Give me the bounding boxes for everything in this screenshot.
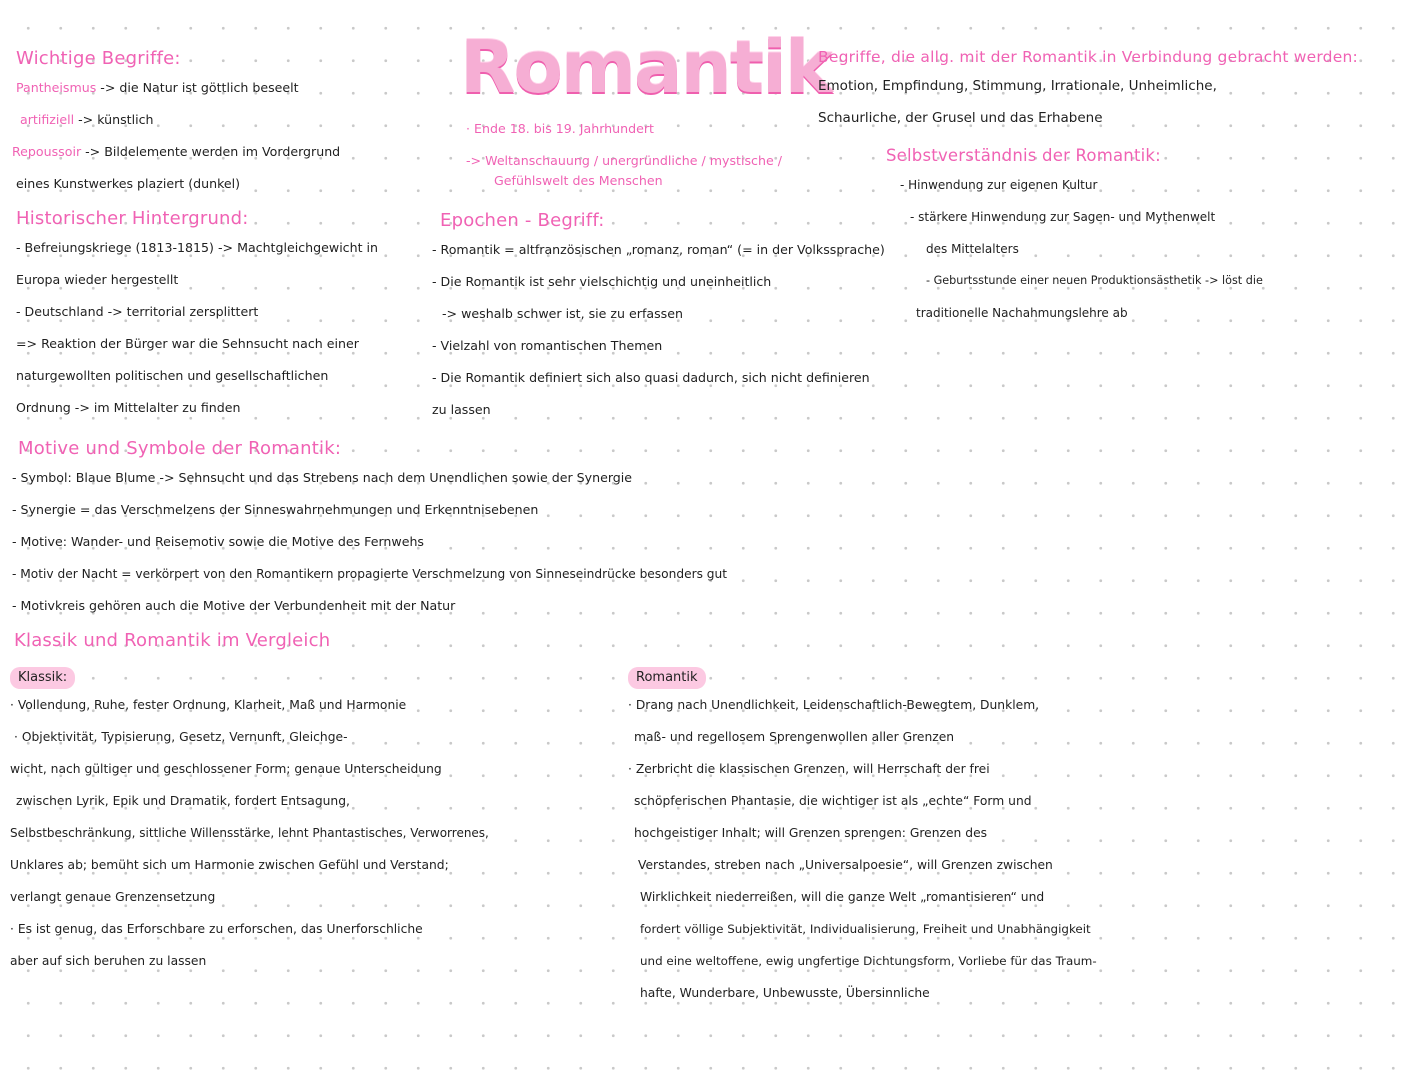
definition-item — [16, 72, 446, 104]
text-line: => Reaktion der Bürger war die Sehnsucht nach einer — [16, 336, 359, 351]
text-line: · Es ist genug, das Erforschbare zu erforschen, das Unerforschliche — [10, 922, 423, 936]
text-line: - Hinwendung zur eigenen Kultur — [900, 178, 1098, 192]
text-line: · Zerbricht die klassischen Grenzen, will Herrschaft der frei — [628, 762, 990, 776]
label-romantik: Romantik — [628, 667, 706, 689]
section-begriffe-allg — [818, 44, 1408, 134]
heading-historisch: Historischer Hintergrund: — [16, 208, 249, 229]
text-line: Unklares ab; bemüht sich um Harmonie zwischen Gefühl und Verstand; — [10, 858, 449, 872]
text-line: Europa wieder hergestellt — [16, 272, 179, 287]
text-line: Wirklichkeit niederreißen, will die ganze Welt „romantisieren“ und — [640, 890, 1045, 904]
text-line: hochgeistiger Inhalt; will Grenzen sprengen: Grenzen des — [634, 826, 988, 840]
text-line: Emotion, Empfindung, Stimmung, Irrationale, Unheimliche, — [818, 78, 1217, 94]
section-klassik — [10, 666, 610, 977]
zeitraum-line: -> Weltanschauung / unergründliche / mystische / — [466, 153, 782, 168]
text-line: - Befreiungskriege (1813-1815) -> Machtgleichgewicht in — [16, 240, 379, 255]
definition-continuation: eines Kunstwerkes plaziert (dunkel) — [16, 176, 241, 191]
text-line: · Vollendung, Ruhe, fester Ordnung, Klarheit, Maß und Harmonie — [10, 698, 407, 712]
text-line: - Motivkreis gehören auch die Motive der Verbundenheit mit der Natur — [12, 598, 456, 613]
definition-term: Repoussoir — [12, 144, 82, 159]
text-line: - Symbol: Blaue Blume -> Sehnsucht und das Strebens nach dem Unendlichen sowie der Synergie — [12, 470, 633, 485]
text-line: - Die Romantik ist sehr vielschichtig und uneinheitlich — [432, 274, 772, 289]
text-line: Schaurliche, der Grusel und das Erhabene — [818, 110, 1103, 126]
section-selbstverstaendnis — [886, 143, 1406, 329]
text-line: wicht, nach gültiger und geschlossener Form; genaue Unterscheidung — [10, 762, 442, 776]
heading-wichtige-begriffe: Wichtige Begriffe: — [16, 48, 181, 69]
text-line: - Vielzahl von romantischen Themen — [432, 338, 663, 353]
text-line: - Motiv der Nacht = verkörpert von den Romantikern propagierte Verschmelzung von Sinneseindrücke besonders gut — [12, 567, 728, 581]
text-line: hafte, Wunderbare, Unbewusste, Übersinnliche — [640, 986, 930, 1000]
text-line: zu lassen — [432, 402, 491, 417]
text-line: naturgewollten politischen und gesellschaftlichen — [16, 368, 329, 383]
definition-text: -> die Natur ist göttlich beseelt — [96, 80, 299, 95]
heading-vergleich: Klassik und Romantik im Vergleich — [14, 630, 331, 651]
text-line: und eine weltoffene, ewig ungfertige Dichtungsform, Vorliebe für das Traum- — [640, 954, 1097, 968]
text-line: - Synergie = das Verschmelzens der Sinneswahrnehmungen und Erkenntnisebenen — [12, 502, 539, 517]
text-line: zwischen Lyrik, Epik und Dramatik, fordert Entsagung, — [16, 794, 350, 808]
text-line: - stärkere Hinwendung zur Sagen- und Mythenwelt — [910, 210, 1216, 224]
heading-selbstverstaendnis: Selbstverständnis der Romantik: — [886, 146, 1161, 165]
text-line: - Motive: Wander- und Reisemotiv sowie die Motive des Fernwehs — [12, 534, 424, 549]
text-line: · Drang nach Unendlichkeit, Leidenschaftlich-Bewegtem, Dunklem, — [628, 698, 1040, 712]
text-line: des Mittelalters — [926, 242, 1019, 256]
text-line: verlangt genaue Grenzensetzung — [10, 890, 216, 904]
text-line: schöpferischen Phantasie, die wichtiger ist als „echte“ Form und — [634, 794, 1032, 808]
zeitraum-line: · Ende 18. bis 19. Jahrhundert — [466, 121, 654, 136]
text-line: - Deutschland -> territorial zersplittert — [16, 304, 259, 319]
text-line: traditionelle Nachahmungslehre ab — [916, 306, 1128, 320]
heading-begriffe-allg: Begriffe, die allg. mit der Romantik in Verbindung gebracht werden: — [818, 48, 1358, 66]
section-romantik — [628, 666, 1288, 1009]
definition-term: Pantheismus — [16, 80, 97, 95]
definition-item — [12, 136, 446, 168]
text-line: - Die Romantik definiert sich also quasi dadurch, sich nicht definieren — [432, 370, 870, 385]
page-title: Romantik — [460, 25, 831, 109]
section-historisch — [16, 206, 446, 424]
definition-text: -> Bildelemente werden im Vordergrund — [81, 144, 341, 159]
heading-epochen: Epochen - Begriff: — [440, 210, 605, 231]
text-line: fordert völlige Subjektivität, Individualisierung, Freiheit und Unabhängigkeit — [640, 922, 1091, 936]
text-line: maß- und regellosem Sprengenwollen aller Grenzen — [634, 730, 955, 744]
section-wichtige-begriffe — [12, 46, 446, 200]
definition-item — [16, 104, 446, 136]
text-line: aber auf sich beruhen zu lassen — [10, 954, 207, 968]
text-line: Verstandes, streben nach „Universalpoesie“, will Grenzen zwischen — [638, 858, 1053, 872]
definition-term: artifiziell — [20, 112, 75, 127]
section-motive — [12, 436, 992, 622]
zeitraum-line: Gefühlswelt des Menschen — [494, 173, 663, 188]
heading-motive: Motive und Symbole der Romantik: — [18, 438, 342, 459]
text-line: - Geburtsstunde einer neuen Produktionsästhetik -> löst die — [926, 274, 1263, 287]
text-line: -> weshalb schwer ist, sie zu erfassen — [442, 306, 683, 321]
text-line: Selbstbeschränkung, sittliche Willensstärke, lehnt Phantastisches, Verworrenes, — [10, 826, 489, 840]
label-klassik: Klassik: — [10, 667, 75, 689]
text-line: Ordnung -> im Mittelalter zu finden — [16, 400, 241, 415]
text-line: - Romantik = altfranzösischen „romanz, roman“ (= in der Volkssprache) — [432, 242, 885, 257]
definition-text: -> künstlich — [74, 112, 154, 127]
text-line: · Objektivität, Typisierung, Gesetz, Vernunft, Gleichge- — [14, 730, 348, 744]
